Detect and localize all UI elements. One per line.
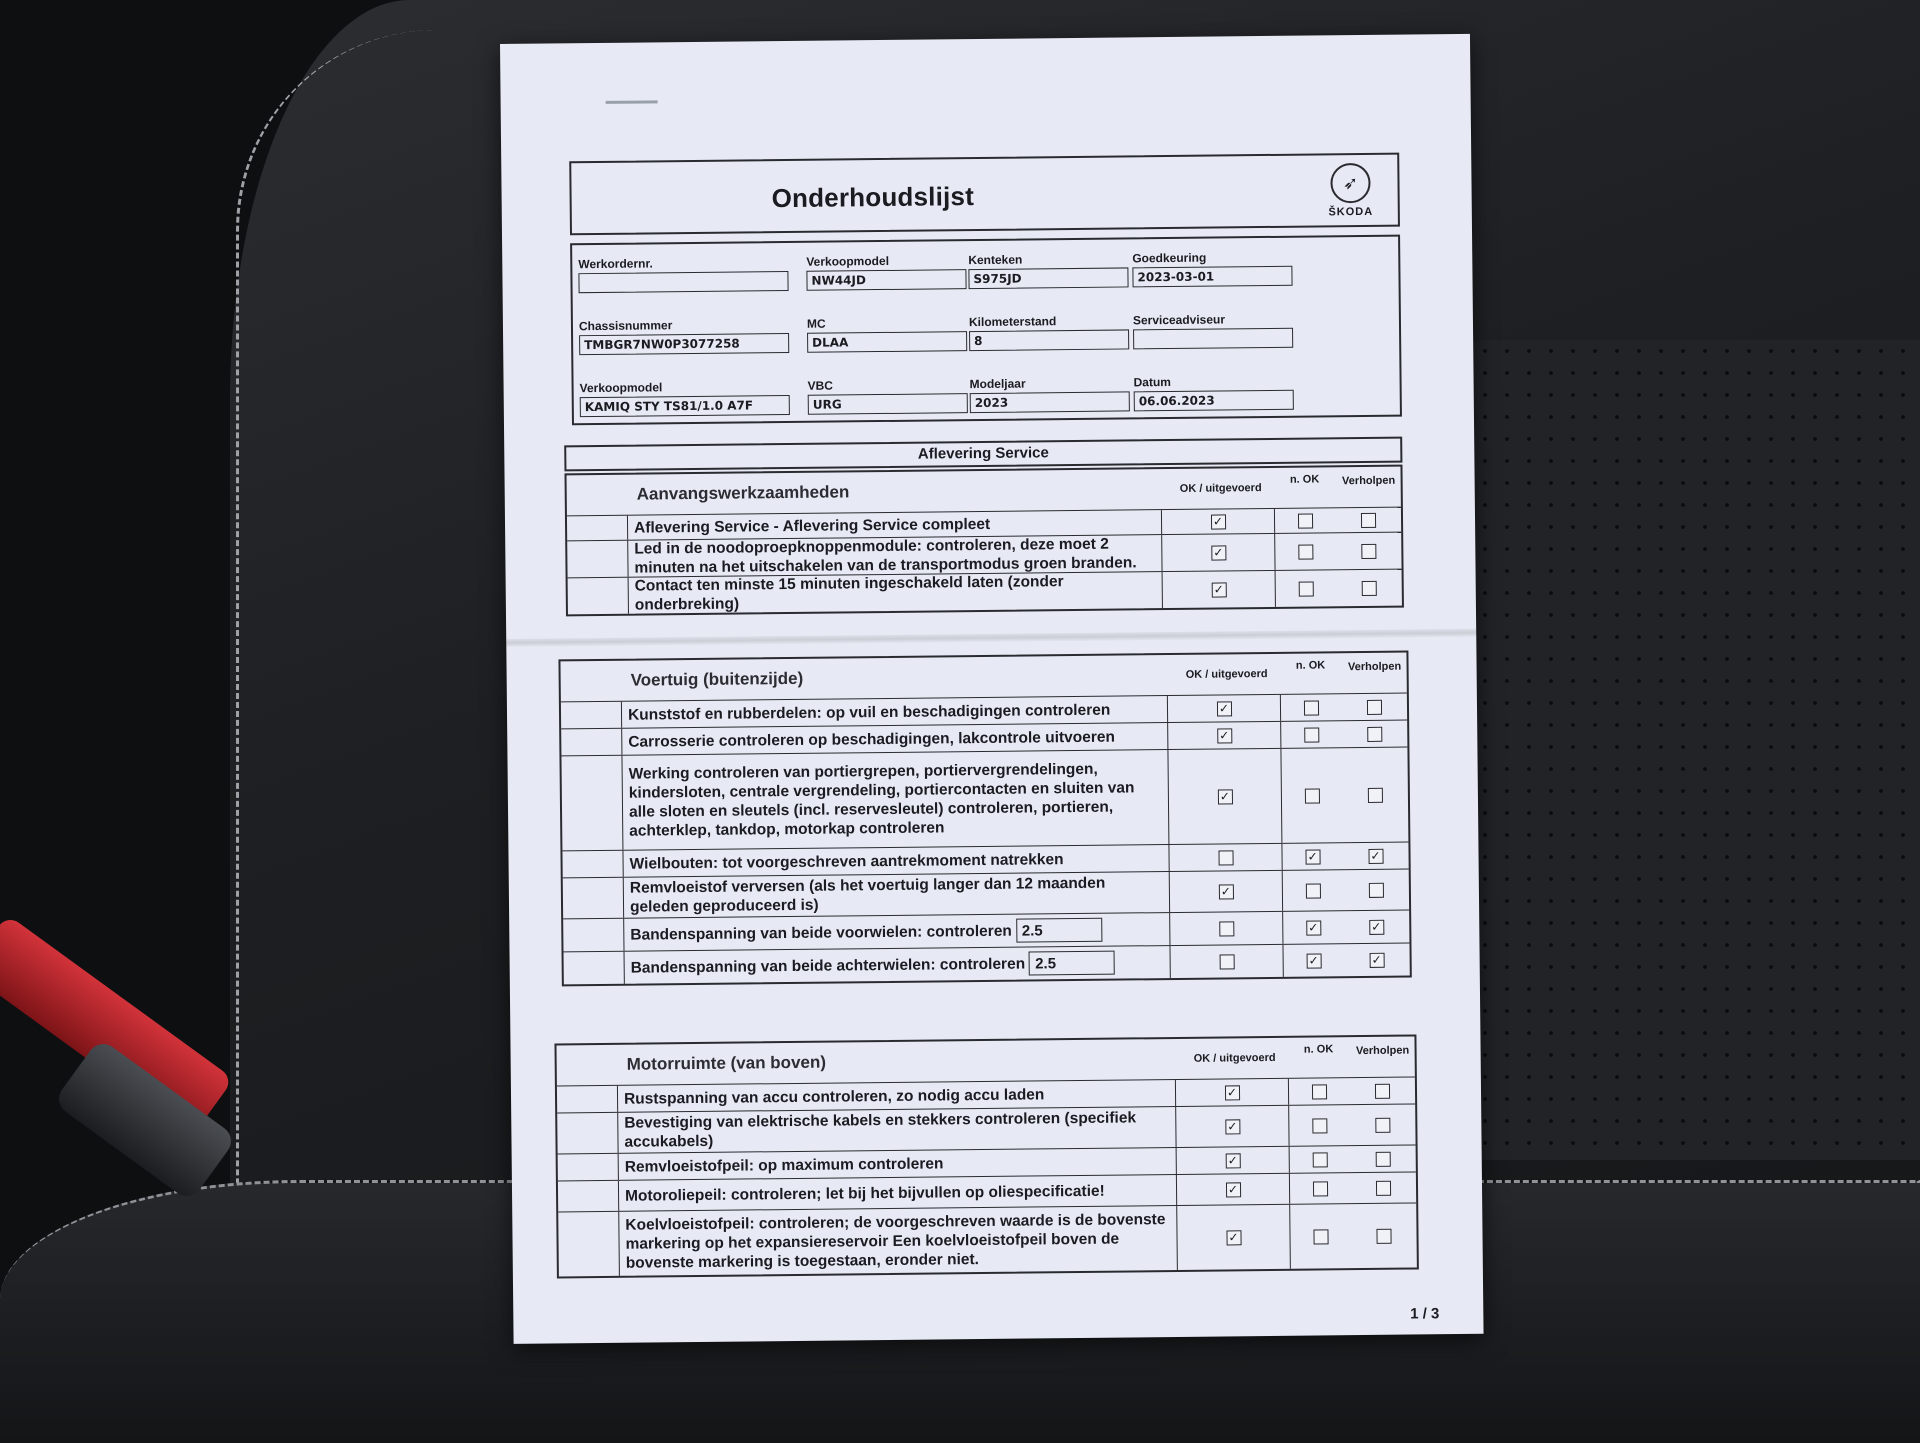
ok-checkbox[interactable]: ✓ <box>1211 582 1226 597</box>
row-description <box>629 572 1163 614</box>
field-value[interactable]: 2023-03-01 <box>1132 266 1292 288</box>
nok-checkbox[interactable] <box>1304 727 1319 742</box>
row-description <box>622 750 1169 850</box>
column-nok: n. OK <box>1289 473 1320 486</box>
row-spacer <box>568 578 629 615</box>
ok-checkbox[interactable]: ✓ <box>1225 1119 1240 1134</box>
pressure-value[interactable]: 2.5 <box>1029 951 1115 976</box>
row-spacer <box>561 702 622 729</box>
row-spacer <box>567 541 628 578</box>
row-description <box>624 872 1170 918</box>
nok-checkbox[interactable] <box>1312 1181 1327 1196</box>
fixed-cell <box>1350 1203 1417 1268</box>
row-spacer <box>557 1113 618 1154</box>
field-1 <box>806 253 966 291</box>
nok-cell <box>1290 1146 1350 1173</box>
row-text: Carrosserie controleren op beschadigingen, lakcontrole uitvoeren <box>628 728 1116 751</box>
field-6 <box>969 313 1129 351</box>
row-description <box>619 1175 1177 1211</box>
nok-checkbox[interactable] <box>1313 1229 1328 1244</box>
skoda-logo-icon: ➶ <box>1330 163 1370 203</box>
nok-cell <box>1275 533 1335 570</box>
fixed-cell <box>1336 570 1402 607</box>
row-text: Bevestiging van elektrische kabels en stekkers controleren (specifiek accukabels) <box>624 1109 1137 1151</box>
ok-cell <box>1170 945 1283 978</box>
fixed-checkbox[interactable] <box>1361 580 1376 595</box>
row-text: Bandenspanning van beide achterwielen: controleren <box>630 955 1026 977</box>
nok-checkbox[interactable]: ✓ <box>1305 849 1320 864</box>
field-value[interactable]: 06.06.2023 <box>1134 390 1294 412</box>
nok-checkbox[interactable] <box>1304 788 1319 803</box>
ok-checkbox[interactable] <box>1219 921 1234 936</box>
fixed-cell <box>1349 1077 1415 1104</box>
row-spacer <box>558 1154 619 1181</box>
ok-cell <box>1169 844 1282 871</box>
nok-cell <box>1276 570 1336 607</box>
row-spacer <box>558 1181 619 1212</box>
checklist-row <box>558 1203 1417 1276</box>
field-label: Datum <box>1133 374 1171 390</box>
nok-cell <box>1283 944 1343 977</box>
fixed-checkbox[interactable]: ✓ <box>1369 952 1384 967</box>
field-label: Chassisnummer <box>578 318 673 334</box>
field-label: MC <box>806 316 826 331</box>
ok-cell <box>1168 695 1281 722</box>
row-spacer <box>561 729 622 756</box>
row-text: Remvloeistof verversen (als het voertuig langer dan 12 maanden geleden geproduceerd is) <box>629 874 1106 916</box>
row-description <box>619 1206 1178 1276</box>
field-label: Kenteken <box>968 252 1023 268</box>
row-spacer <box>563 919 624 952</box>
fixed-checkbox[interactable] <box>1375 1117 1390 1132</box>
vehicle-info-box <box>570 235 1402 426</box>
fixed-cell <box>1343 944 1409 977</box>
ok-cell <box>1177 1147 1290 1174</box>
fixed-cell <box>1349 1104 1415 1145</box>
field-value[interactable]: S975JD <box>968 267 1128 289</box>
ok-checkbox[interactable]: ✓ <box>1224 1085 1239 1100</box>
seat-stitching <box>236 30 499 1330</box>
row-text: Rustspanning van accu controleren, zo nodig accu laden <box>623 1085 1045 1108</box>
fixed-cell <box>1341 721 1407 748</box>
ok-checkbox[interactable]: ✓ <box>1225 1153 1240 1168</box>
service-banner: Aflevering Service <box>564 437 1402 472</box>
row-description <box>618 1107 1176 1153</box>
fixed-checkbox[interactable]: ✓ <box>1369 919 1384 934</box>
nok-cell <box>1290 1204 1351 1269</box>
field-label: Verkoopmodel <box>806 253 890 269</box>
checklist-row <box>568 570 1402 615</box>
row-text: Aflevering Service - Aflevering Service compleet <box>633 515 991 537</box>
row-spacer <box>558 1212 620 1277</box>
row-text: Contact ten minste 15 minuten ingeschakeld laten (zonder onderbreking) <box>634 573 1064 614</box>
field-7 <box>1133 312 1293 350</box>
nok-cell <box>1289 1105 1349 1146</box>
fixed-checkbox[interactable] <box>1367 726 1382 741</box>
field-4 <box>579 317 789 355</box>
nok-cell <box>1275 508 1335 533</box>
field-3 <box>1132 250 1292 288</box>
row-text: Werking controleren van portiergrepen, portiervergrendelingen, kindersloten, centrale vergrendeling, portiercontacten en sluiten van alle sloten en sleutels (incl. reservesleutel) controleren, portieren, achterklep, tankdop, motorkap controleren <box>628 760 1135 840</box>
field-value[interactable]: 2023 <box>970 391 1130 413</box>
field-label: Werkordernr. <box>578 256 653 272</box>
section-voertuig-buitenzijde <box>558 651 1411 987</box>
nok-checkbox[interactable] <box>1312 1152 1327 1167</box>
nok-cell <box>1283 911 1343 944</box>
field-label: VBC <box>807 378 834 393</box>
field-0 <box>578 255 788 293</box>
nok-checkbox[interactable]: ✓ <box>1306 920 1321 935</box>
ok-cell <box>1177 1205 1291 1270</box>
field-11 <box>1134 374 1294 412</box>
fixed-checkbox[interactable] <box>1375 1180 1390 1195</box>
checklist-row <box>561 748 1408 852</box>
field-value[interactable]: DLAA <box>807 331 967 353</box>
row-description <box>628 535 1162 577</box>
section-title: Aanvangswerkzaamheden <box>636 482 850 504</box>
fixed-checkbox[interactable] <box>1374 1083 1389 1098</box>
field-8 <box>580 379 790 417</box>
ok-checkbox[interactable]: ✓ <box>1226 1230 1241 1245</box>
column-fixed: Verholpen <box>1341 474 1396 488</box>
field-value[interactable]: KAMIQ STY TS81/1.0 A7F <box>580 395 790 417</box>
brand-name: ŠKODA <box>1328 205 1374 219</box>
nok-checkbox[interactable] <box>1297 513 1312 528</box>
row-text: Bandenspanning van beide voorwielen: controleren <box>630 922 1012 944</box>
staple-mark <box>606 100 658 104</box>
section-motorruimte <box>554 1034 1418 1278</box>
row-text: Led in de noodoproepknoppenmodule: controleren, deze moet 2 minuten na het uitschakelen van de transportmodus groen branden. <box>634 535 1137 577</box>
ok-cell <box>1162 509 1275 534</box>
column-fixed: Verholpen <box>1347 660 1402 674</box>
ok-cell <box>1177 1174 1290 1205</box>
fixed-checkbox[interactable]: ✓ <box>1368 848 1383 863</box>
fixed-cell <box>1343 870 1409 911</box>
nok-cell <box>1281 748 1342 843</box>
row-spacer <box>557 1086 618 1113</box>
nok-checkbox[interactable]: ✓ <box>1306 953 1321 968</box>
nok-cell <box>1281 721 1341 748</box>
paper-fold <box>506 629 1476 647</box>
fixed-cell <box>1342 843 1408 870</box>
nok-checkbox[interactable] <box>1298 544 1313 559</box>
fixed-checkbox[interactable] <box>1375 1151 1390 1166</box>
ok-checkbox[interactable]: ✓ <box>1210 514 1225 529</box>
ok-cell <box>1163 571 1276 608</box>
row-spacer <box>562 851 623 878</box>
field-2 <box>968 251 1128 289</box>
ok-checkbox[interactable]: ✓ <box>1217 789 1232 804</box>
section-title: Voertuig (buitenzijde) <box>630 668 804 690</box>
field-5 <box>807 315 967 353</box>
document-title: Onderhoudslijst <box>771 181 975 214</box>
fixed-checkbox[interactable] <box>1366 699 1381 714</box>
nok-cell <box>1289 1078 1349 1105</box>
field-label: Verkoopmodel <box>579 380 663 396</box>
field-label: Kilometerstand <box>968 314 1057 330</box>
page-number: 1 / 3 <box>1410 1305 1440 1323</box>
column-nok: n. OK <box>1295 659 1326 672</box>
row-description <box>625 946 1171 984</box>
field-label: Goedkeuring <box>1132 250 1207 266</box>
row-spacer <box>563 878 624 919</box>
nok-checkbox[interactable] <box>1311 1084 1326 1099</box>
fixed-cell <box>1335 533 1401 570</box>
section-title: Motorruimte (van boven) <box>626 1052 827 1074</box>
ok-cell <box>1168 749 1282 844</box>
fixed-checkbox[interactable] <box>1360 512 1375 527</box>
row-text: Wielbouten: tot voorgeschreven aantrekmoment natrekken <box>629 850 1064 873</box>
field-value[interactable] <box>578 271 788 293</box>
ok-checkbox[interactable]: ✓ <box>1216 701 1231 716</box>
row-spacer <box>564 952 625 985</box>
fixed-cell <box>1341 748 1408 843</box>
ok-cell <box>1170 912 1283 945</box>
nok-checkbox[interactable] <box>1305 883 1320 898</box>
ok-checkbox[interactable] <box>1219 954 1234 969</box>
field-10 <box>970 375 1130 413</box>
fixed-checkbox[interactable] <box>1376 1228 1391 1243</box>
fixed-cell <box>1343 911 1409 944</box>
nok-cell <box>1290 1173 1350 1204</box>
maintenance-document <box>500 34 1484 1344</box>
nok-checkbox[interactable] <box>1298 581 1313 596</box>
row-text: Motoroliepeil: controleren; let bij het bijvullen op oliespecificatie! <box>624 1182 1105 1205</box>
field-value[interactable] <box>1133 328 1293 350</box>
ok-cell <box>1170 871 1283 912</box>
field-value[interactable]: NW44JD <box>806 269 966 291</box>
row-text: Kunststof en rubberdelen: op vuil en beschadigingen controleren <box>627 701 1111 724</box>
nok-cell <box>1282 843 1342 870</box>
field-value[interactable]: TMBGR7NW0P3077258 <box>579 333 789 355</box>
field-9 <box>808 377 968 415</box>
ok-checkbox[interactable]: ✓ <box>1225 1182 1240 1197</box>
column-nok: n. OK <box>1303 1043 1334 1056</box>
nok-checkbox[interactable] <box>1303 700 1318 715</box>
fixed-checkbox[interactable] <box>1361 543 1376 558</box>
row-text: Remvloeistofpeil: op maximum controleren <box>624 1154 944 1176</box>
ok-checkbox[interactable]: ✓ <box>1217 728 1232 743</box>
ok-checkbox[interactable]: ✓ <box>1218 884 1233 899</box>
row-description <box>624 913 1170 951</box>
field-label: Serviceadviseur <box>1132 312 1226 328</box>
fixed-cell <box>1350 1172 1416 1203</box>
fixed-cell <box>1341 694 1407 721</box>
fixed-cell <box>1335 508 1401 533</box>
pressure-value[interactable]: 2.5 <box>1016 918 1102 943</box>
column-ok: OK / uitgevoerd <box>1179 482 1262 495</box>
column-ok: OK / uitgevoerd <box>1185 667 1268 681</box>
ok-cell <box>1168 722 1281 749</box>
row-spacer <box>567 516 628 541</box>
field-value[interactable]: 8 <box>969 329 1129 351</box>
column-fixed: Verholpen <box>1355 1044 1410 1058</box>
field-value[interactable]: URG <box>808 393 968 415</box>
nok-checkbox[interactable] <box>1312 1118 1327 1133</box>
fixed-checkbox[interactable] <box>1367 787 1382 802</box>
column-ok: OK / uitgevoerd <box>1193 1051 1276 1065</box>
ok-checkbox[interactable]: ✓ <box>1211 545 1226 560</box>
brand-logo <box>1321 163 1380 219</box>
ok-cell <box>1176 1079 1289 1106</box>
section-aanvangswerkzaamheden <box>564 465 1403 617</box>
field-label: Modeljaar <box>969 376 1026 392</box>
fixed-checkbox[interactable] <box>1368 882 1383 897</box>
ok-cell <box>1162 534 1275 571</box>
nok-cell <box>1281 694 1341 721</box>
ok-checkbox[interactable] <box>1218 850 1233 865</box>
ok-cell <box>1176 1106 1289 1147</box>
row-spacer <box>561 756 623 851</box>
document-header <box>569 153 1400 236</box>
row-text: Koelvloeistofpeil: controleren; de voorgeschreven waarde is de bovenste markering op het expansiereservoir Een koelvloeistofpeil boven de bovenste markering is toegestaan, eronder niet. <box>625 1210 1166 1272</box>
seat-perforated-panel <box>1430 340 1920 1160</box>
nok-cell <box>1283 870 1343 911</box>
fixed-cell <box>1350 1145 1416 1172</box>
